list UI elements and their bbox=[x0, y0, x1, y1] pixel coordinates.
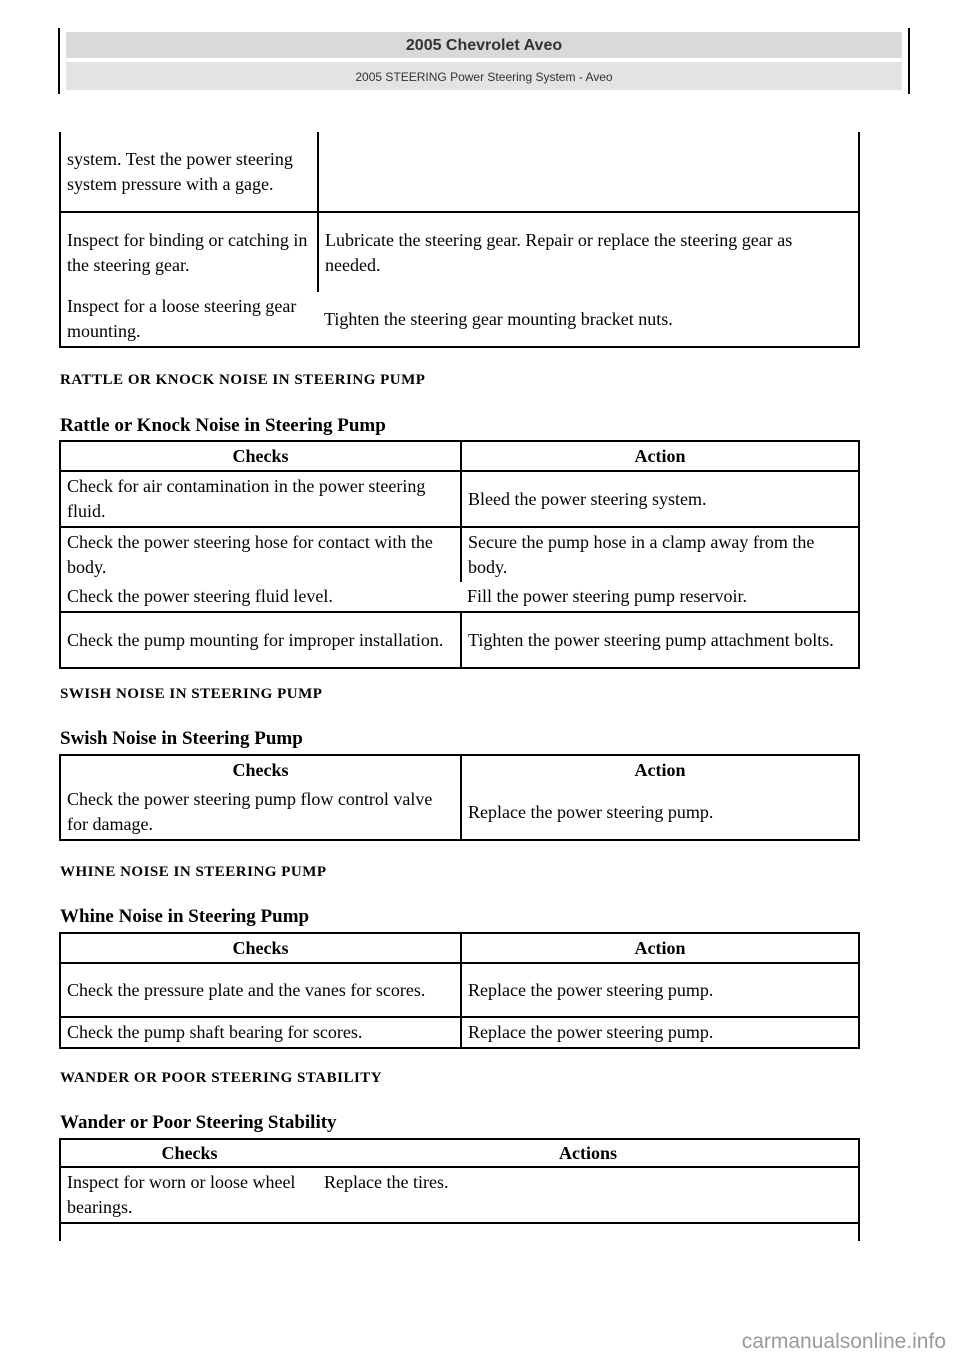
action-cell: Replace the power steering pump. bbox=[461, 963, 859, 1017]
table-header-row bbox=[60, 755, 859, 785]
wander-table bbox=[59, 1138, 860, 1241]
column-header-checks: Checks bbox=[60, 933, 461, 963]
section-title: Wander or Poor Steering Stability bbox=[60, 1112, 337, 1133]
table-row bbox=[60, 471, 859, 527]
action-cell: Lubricate the steering gear. Repair or replace the steering gear as needed. bbox=[318, 212, 859, 292]
rattle-table bbox=[59, 440, 860, 669]
table-row bbox=[60, 212, 859, 292]
column-header-checks: Checks bbox=[60, 755, 461, 785]
column-header-checks: Checks bbox=[60, 1139, 318, 1167]
table-header-row bbox=[60, 1139, 859, 1167]
section-caps-heading: WHINE NOISE IN STEERING PUMP bbox=[60, 864, 327, 880]
action-cell: Replace the power steering pump. bbox=[461, 1017, 859, 1048]
section-caps-heading: WANDER OR POOR STEERING STABILITY bbox=[60, 1070, 383, 1086]
watermark: carmanualsonline.info bbox=[741, 1330, 946, 1353]
table-row bbox=[60, 582, 859, 612]
section-caps-heading: RATTLE OR KNOCK NOISE IN STEERING PUMP bbox=[60, 372, 426, 388]
table-row bbox=[60, 1167, 859, 1223]
action-cell: Tighten the steering gear mounting bracket nuts. bbox=[318, 292, 859, 347]
swish-table bbox=[59, 754, 860, 841]
table-row bbox=[60, 1017, 859, 1048]
check-cell: Check the power steering hose for contact with the body. bbox=[60, 527, 461, 582]
action-cell bbox=[318, 132, 859, 212]
document-title: 2005 Chevrolet Aveo bbox=[66, 32, 902, 58]
table-row bbox=[60, 785, 859, 840]
section-title: Swish Noise in Steering Pump bbox=[60, 728, 303, 749]
check-cell: Inspect for worn or loose wheel bearings. bbox=[60, 1167, 318, 1223]
page-header bbox=[58, 28, 910, 94]
check-cell: Check the pressure plate and the vanes for scores. bbox=[60, 963, 461, 1017]
table-row bbox=[60, 612, 859, 668]
check-cell: Inspect for binding or catching in the steering gear. bbox=[60, 212, 318, 292]
section-caps-heading: SWISH NOISE IN STEERING PUMP bbox=[60, 686, 323, 702]
check-cell: Check the power steering pump flow control valve for damage. bbox=[60, 785, 461, 840]
column-header-action: Action bbox=[461, 933, 859, 963]
check-cell: Inspect for a loose steering gear mounting. bbox=[60, 292, 318, 347]
table-header-row bbox=[60, 933, 859, 963]
check-cell: Check the pump mounting for improper installation. bbox=[60, 612, 461, 668]
check-cell: Check the pump shaft bearing for scores. bbox=[60, 1017, 461, 1048]
column-header-checks: Checks bbox=[60, 441, 461, 471]
section-title: Rattle or Knock Noise in Steering Pump bbox=[60, 415, 386, 436]
check-cell: Check the power steering fluid level. bbox=[60, 582, 461, 612]
column-header-action: Action bbox=[461, 441, 859, 471]
column-header-actions: Actions bbox=[318, 1139, 859, 1167]
table-row bbox=[60, 527, 859, 582]
action-cell: Fill the power steering pump reservoir. bbox=[461, 582, 859, 612]
check-cell: system. Test the power steering system pressure with a gage. bbox=[60, 132, 318, 212]
check-cell: Check for air contamination in the power steering fluid. bbox=[60, 471, 461, 527]
action-cell: Bleed the power steering system. bbox=[461, 471, 859, 527]
table-row bbox=[60, 132, 859, 212]
continuation-table bbox=[59, 132, 860, 348]
document-subtitle: 2005 STEERING Power Steering System - Aveo bbox=[66, 62, 902, 90]
table-header-row bbox=[60, 441, 859, 471]
table-row bbox=[60, 1223, 859, 1241]
whine-table bbox=[59, 932, 860, 1049]
action-cell: Tighten the power steering pump attachment bolts. bbox=[461, 612, 859, 668]
action-cell: Replace the tires. bbox=[318, 1167, 859, 1223]
table-row bbox=[60, 963, 859, 1017]
section-title: Whine Noise in Steering Pump bbox=[60, 906, 310, 927]
action-cell: Secure the pump hose in a clamp away from the body. bbox=[461, 527, 859, 582]
empty-cell bbox=[318, 1223, 859, 1241]
action-cell: Replace the power steering pump. bbox=[461, 785, 859, 840]
table-row bbox=[60, 292, 859, 347]
column-header-action: Action bbox=[461, 755, 859, 785]
empty-cell bbox=[60, 1223, 318, 1241]
